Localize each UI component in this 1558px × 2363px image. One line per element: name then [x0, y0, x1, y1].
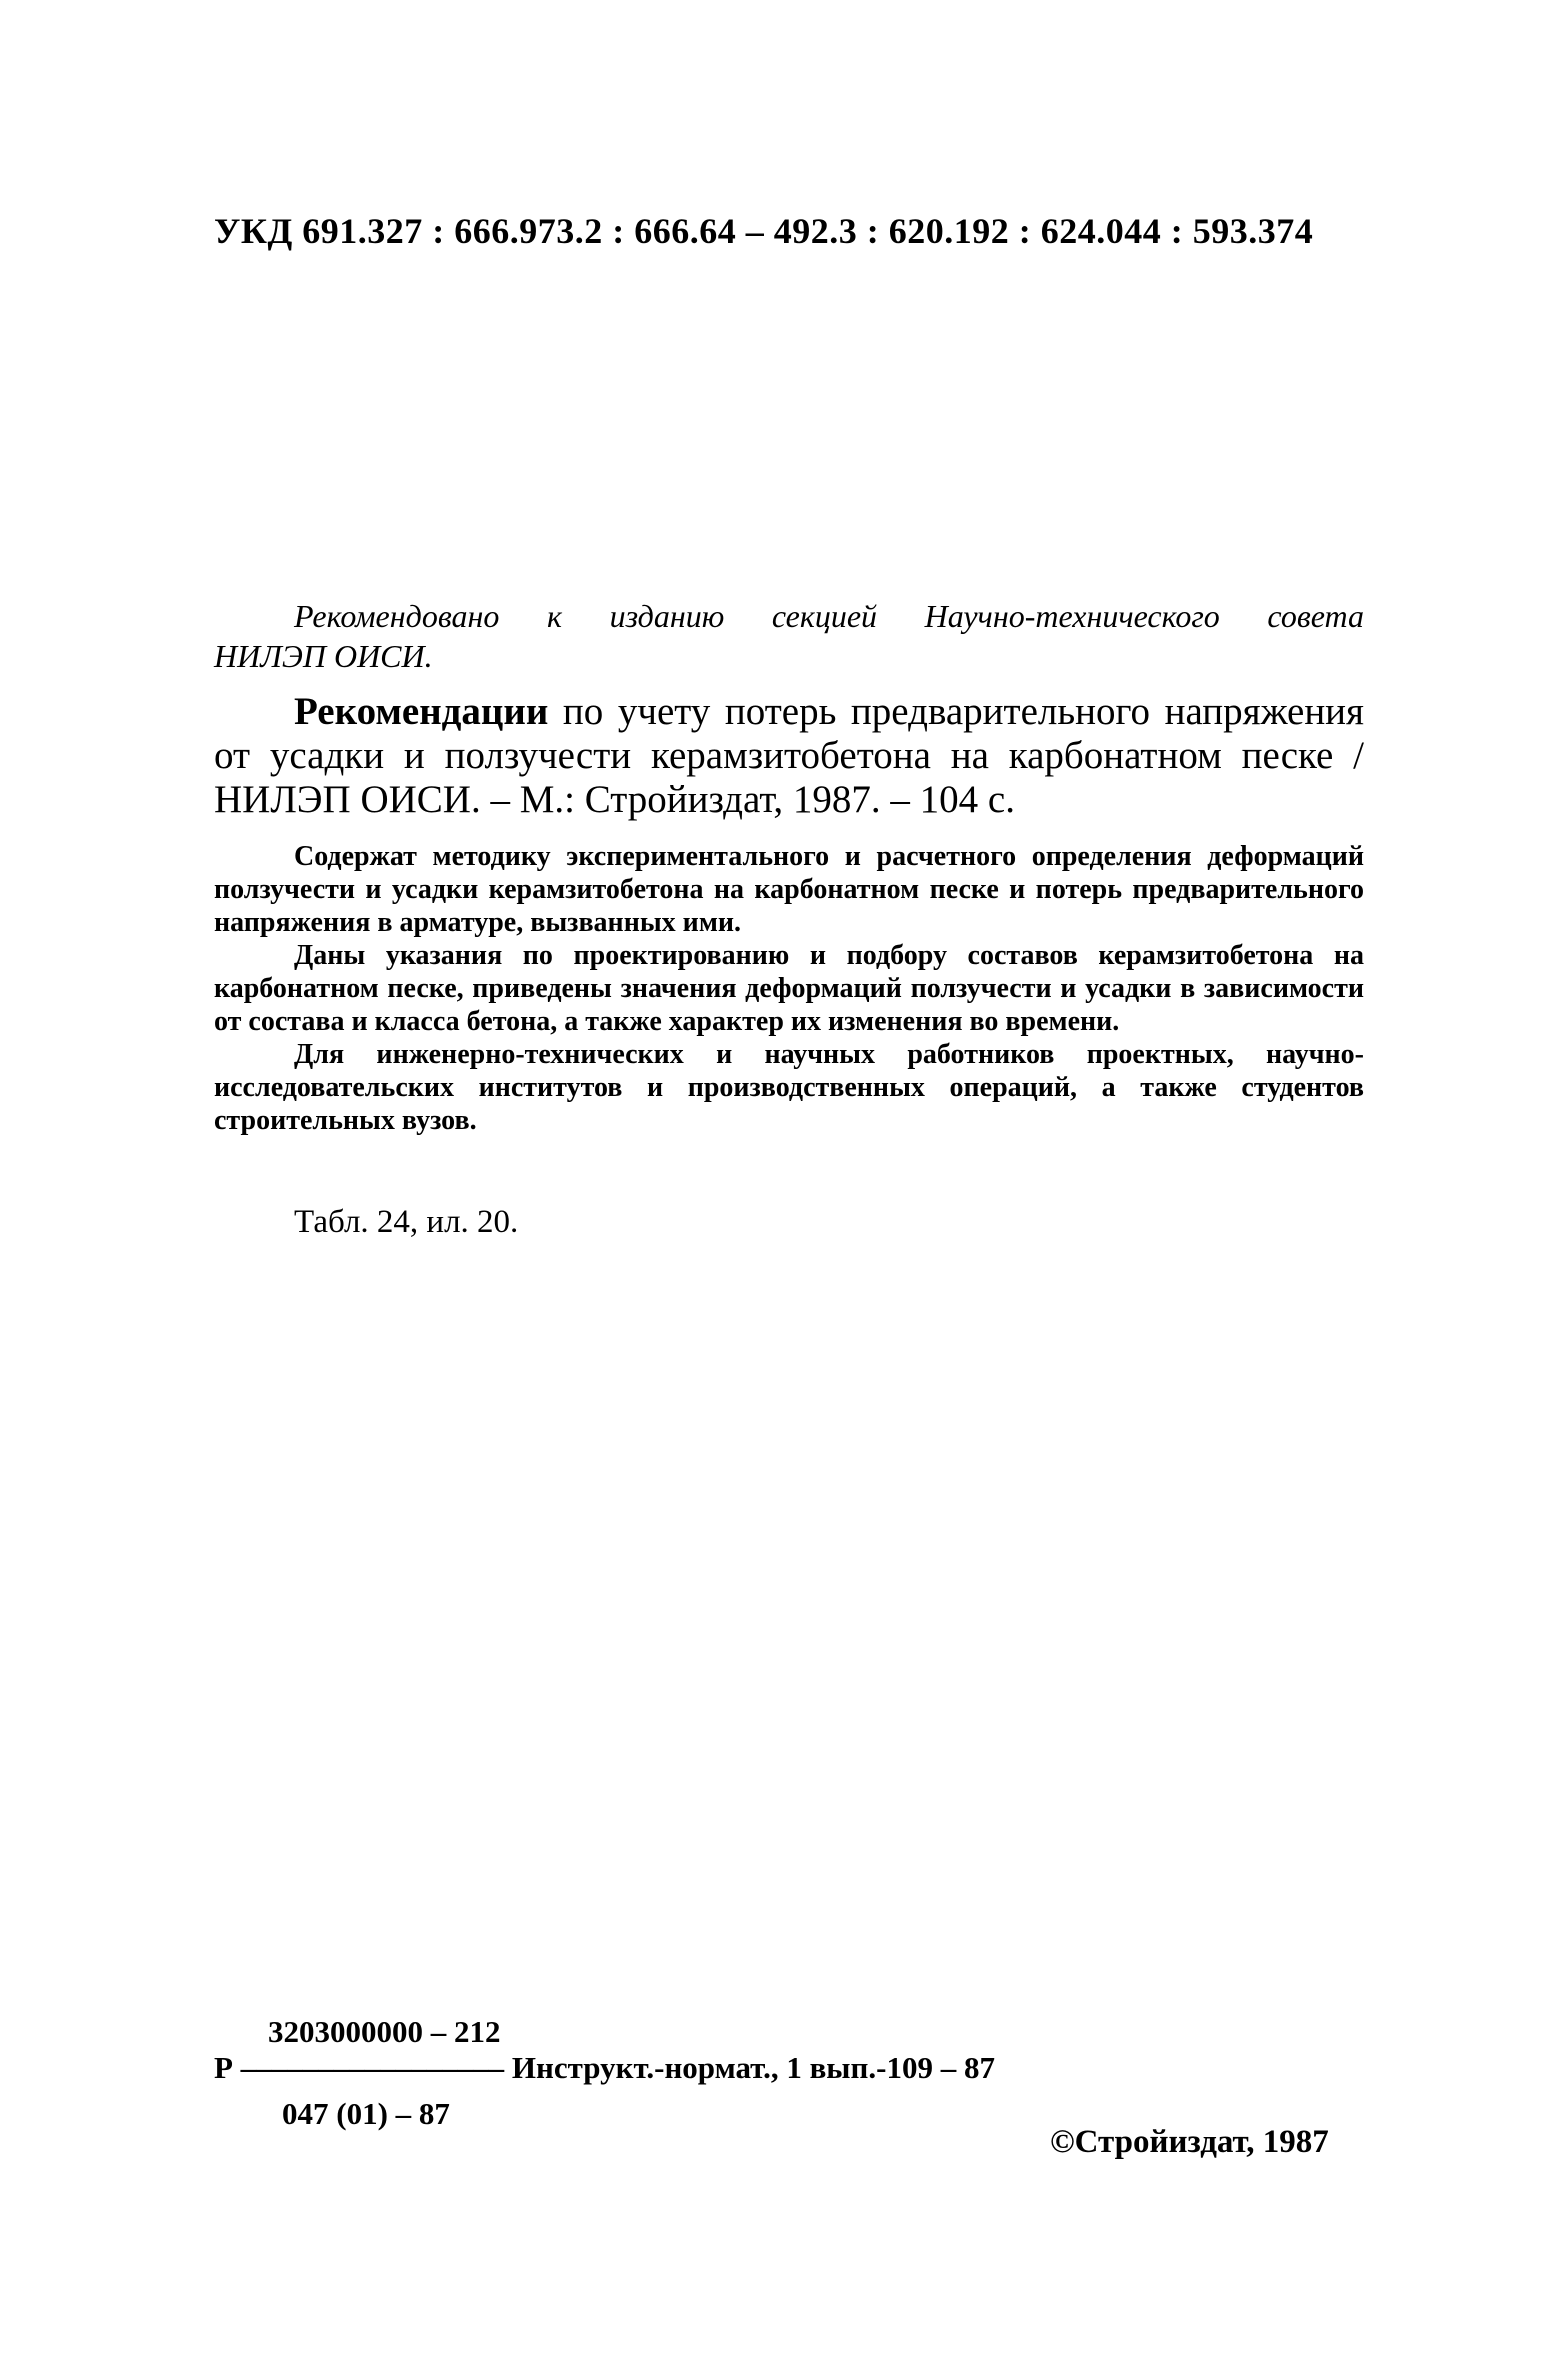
abstract-paragraph-3: Для инженерно-технических и научных работников проектных, научно-исследовательских институтов и производственных операций, а также студентов строительных вузов.	[214, 1039, 1364, 1136]
imprint-index-line: Р ––––––––––––––––– Инструкт.-нормат., 1 вып.-109 – 87	[214, 2050, 995, 2085]
bibliographic-title-rest: по учету потерь предварительного напряжения от усадки и ползучести керамзитобетона на карбонатном песке / НИЛЭП ОИСИ. – М.: Стройиздат, 1987. – 104 с.	[214, 690, 1364, 821]
imprint-denominator: 047 (01) – 87	[282, 2096, 450, 2131]
recommendation-line-1: Рекомендовано к изданию секцией Научно-технического совета	[294, 598, 1364, 634]
bibliographic-entry	[214, 690, 1364, 822]
recommendation-note	[214, 596, 1364, 676]
abstract-paragraph-1: Содержат методику экспериментального и расчетного определения деформаций ползучести и усадки керамзитобетона на карбонатном песке и потерь предварительного напряжения в арматуре, вызванных ими.	[214, 841, 1364, 938]
abstract-paragraph-2: Даны указания по проектированию и подбору составов керамзитобетона на карбонатном песке, приведены значения деформаций ползучести и усадки в зависимости от состава и класса бетона, а также характер их изменения во времени.	[214, 940, 1364, 1037]
abstract	[214, 840, 1364, 1137]
udc-code: УКД 691.327 : 666.973.2 : 666.64 – 492.3 : 620.192 : 624.044 : 593.374	[214, 211, 1314, 251]
copyright: ©Стройиздат, 1987	[1050, 2124, 1329, 2160]
imprint-numerator: 3203000000 – 212	[268, 2014, 501, 2049]
bibliographic-title-lead: Рекомендации	[294, 690, 549, 733]
tables-figures-count: Табл. 24, ил. 20.	[294, 1204, 519, 1240]
recommendation-line-2: НИЛЭП ОИСИ.	[214, 638, 433, 674]
